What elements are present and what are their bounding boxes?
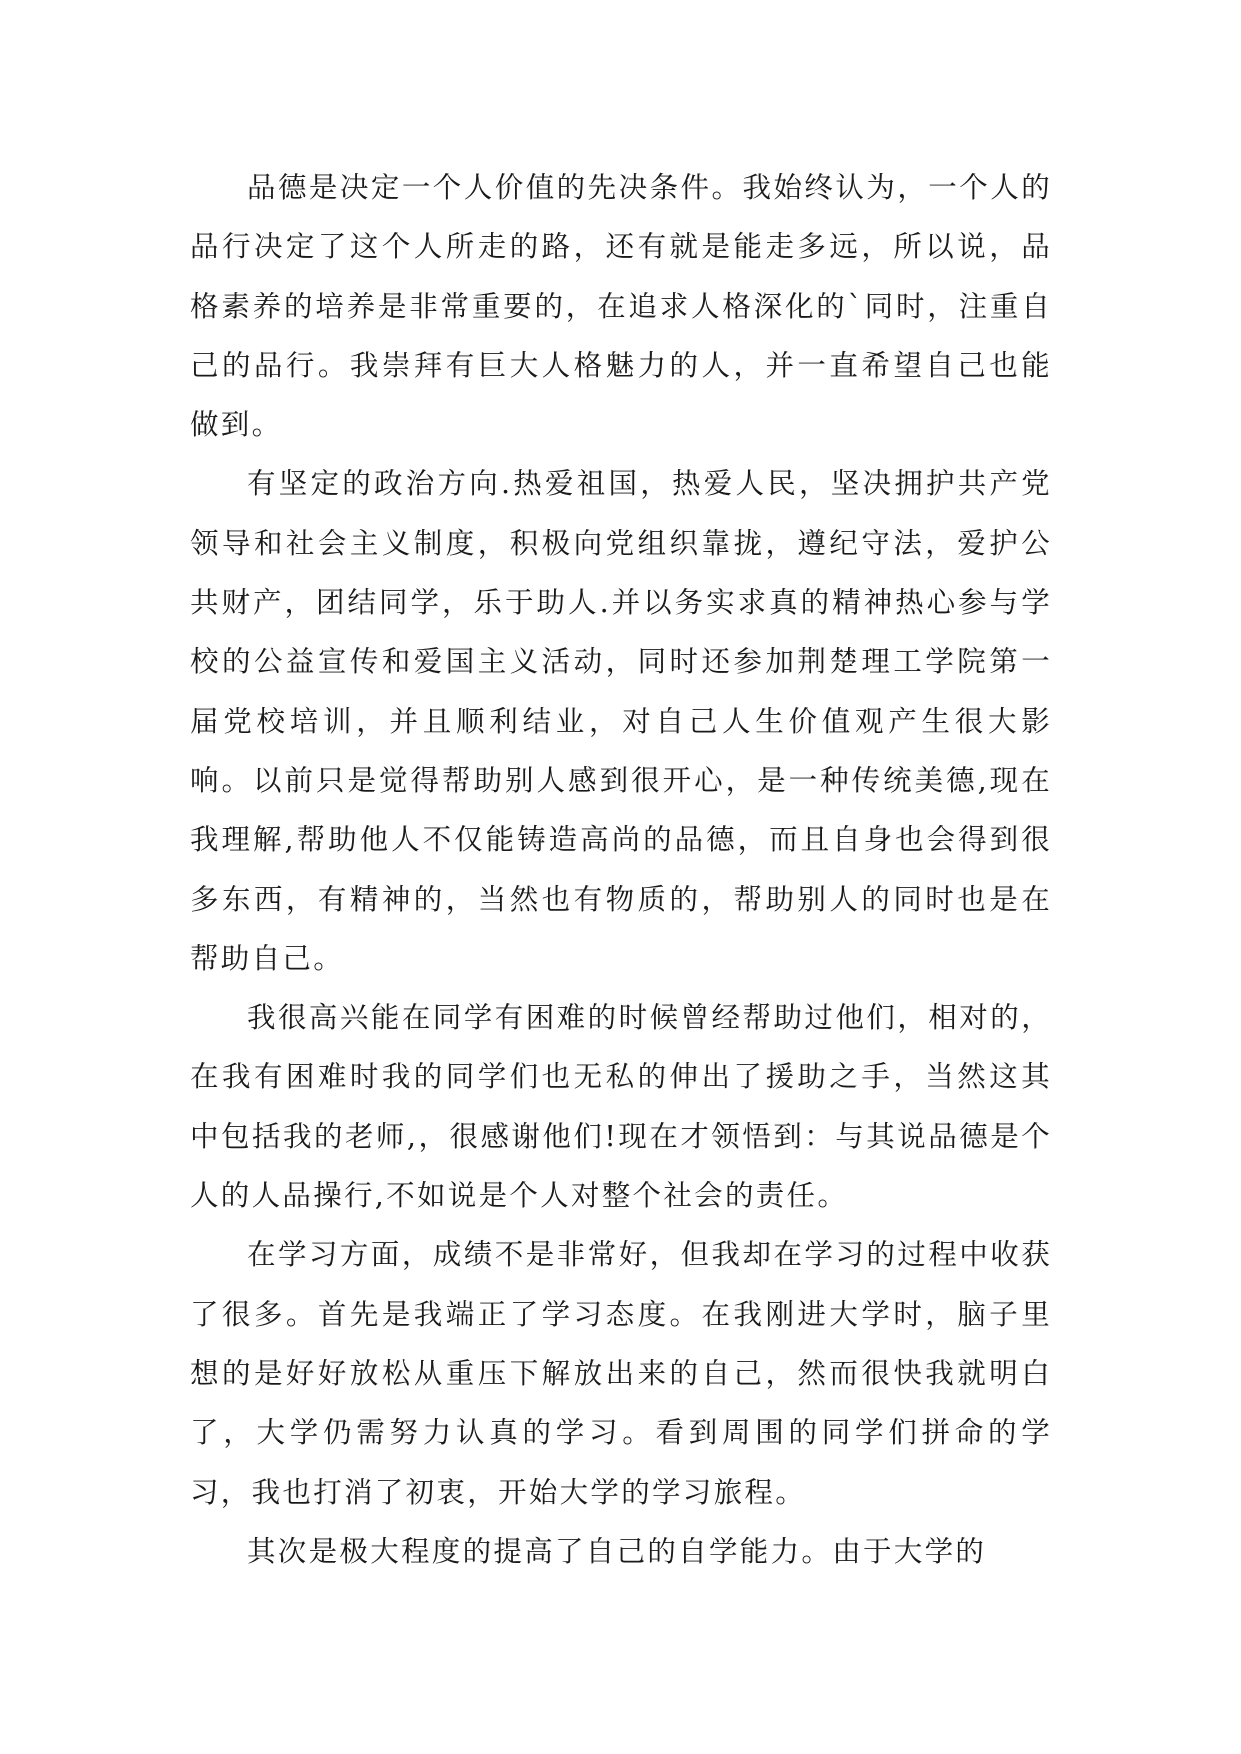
paragraph-study: 在学习方面，成绩不是非常好，但我却在学习的过程中收获了很多。首先是我端正了学习态度。在我刚进大学时，脑子里想的是好好放松从重压下解放出来的自己，然而很快我就明白了，大学仍需努力认真的学习。看到周围的同学们拼命的学习，我也打消了初衷，开始大学的学习旅程。 (190, 1238, 1052, 1509)
document-body (190, 158, 1052, 1581)
paragraph-political: 有坚定的政治方向.热爱祖国，热爱人民，坚决拥护共产党领导和社会主义制度，积极向党组织靠拢，遵纪守法，爱护公共财产，团结同学，乐于助人.并以务实求真的精神热心参与学校的公益宣传和爱国主义活动，同时还参加荆楚理工学院第一届党校培训，并且顺利结业，对自己人生价值观产生很大影响。以前只是觉得帮助别人感到很开心，是一种传统美德,现在我理解,帮助他人不仅能铸造高尚的品德，而且自身也会得到很多东西，有精神的，当然也有物质的，帮助别人的同时也是在帮助自己。 (190, 467, 1052, 975)
paragraph-character: 品德是决定一个人价值的先决条件。我始终认为，一个人的品行决定了这个人所走的路，还有就是能走多远，所以说，品格素养的培养是非常重要的，在追求人格深化的`同时，注重自己的品行。我崇拜有巨大人格魅力的人，并一直希望自己也能做到。 (190, 171, 1052, 442)
paragraph-self-study: 其次是极大程度的提高了自己的自学能力。由于大学的 (247, 1534, 987, 1568)
paragraph-helping: 我很高兴能在同学有困难的时候曾经帮助过他们，相对的，在我有困难时我的同学们也无私的伸出了援助之手，当然这其中包括我的老师,，很感谢他们!现在才领悟到：与其说品德是个人的人品操行,不如说是个人对整个社会的责任。 (190, 1001, 1052, 1213)
